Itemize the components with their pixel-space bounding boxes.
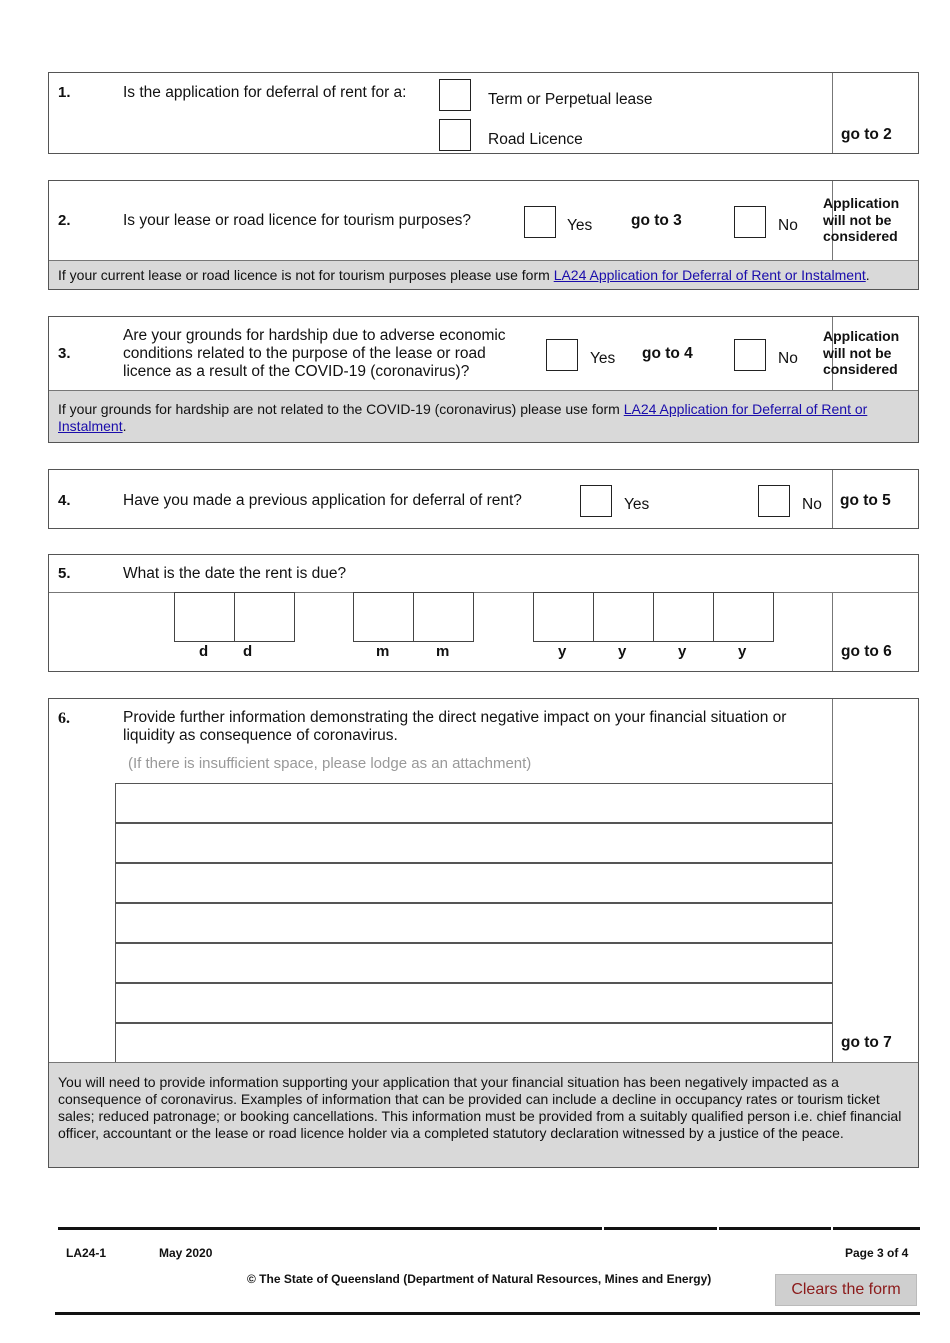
- month-digit-1-input[interactable]: [353, 592, 414, 642]
- text-line[interactable]: [115, 863, 833, 903]
- year-letter: y: [678, 643, 687, 660]
- goto-instruction: go to 3: [631, 212, 682, 229]
- footer-top-rule: [58, 1227, 920, 1230]
- no-label: No: [778, 217, 798, 234]
- la24-form-link[interactable]: LA24 Application for Deferral of Rent or: [623, 401, 868, 417]
- month-digit-2-input[interactable]: [413, 592, 474, 642]
- day-letter: d: [243, 643, 253, 660]
- yes-label: Yes: [624, 496, 650, 513]
- text-line[interactable]: [115, 943, 833, 983]
- covid-no-checkbox[interactable]: [734, 339, 766, 371]
- tourism-info-note: If your current lease or road licence is not for tourism purposes please use form LA24 Application for Deferral of Rent or Instalment.: [49, 260, 918, 289]
- year-letter: y: [618, 643, 627, 660]
- yes-label: Yes: [590, 350, 616, 367]
- month-letter: m: [376, 643, 390, 660]
- term-lease-label: Term or Perpetual lease: [488, 91, 653, 108]
- year-digit-3-input[interactable]: [653, 592, 714, 642]
- year-letter: y: [738, 643, 747, 660]
- question-number: 6.: [58, 710, 70, 727]
- covid-yes-checkbox[interactable]: [546, 339, 578, 371]
- text-line[interactable]: [115, 903, 833, 943]
- question-text: Is the application for deferral of rent for a:: [123, 84, 407, 101]
- goto-instruction: go to 5: [840, 492, 891, 509]
- goto-column-divider: [832, 592, 833, 671]
- footer-rule-gap: [717, 1227, 719, 1230]
- year-digit-4-input[interactable]: [713, 592, 774, 642]
- question-number: 3.: [58, 345, 71, 362]
- question-number: 4.: [58, 492, 71, 509]
- footer-rule-gap: [831, 1227, 833, 1230]
- term-lease-checkbox[interactable]: [439, 79, 471, 111]
- goto-instruction: go to 4: [642, 345, 693, 362]
- footer-bottom-rule: [55, 1312, 920, 1315]
- day-digit-2-input[interactable]: [234, 592, 295, 642]
- text-line[interactable]: [115, 783, 833, 823]
- form-date: May 2020: [159, 1246, 213, 1260]
- question-number: 2.: [58, 212, 71, 229]
- goto-instruction: go to 6: [841, 643, 892, 660]
- page-number: Page 3 of 4: [845, 1246, 909, 1260]
- question-text: Is your lease or road licence for tourism purposes?: [123, 212, 472, 229]
- day-digit-1-input[interactable]: [174, 592, 235, 642]
- la24-form-link[interactable]: LA24 Application for Deferral of Rent or Instalment: [553, 267, 866, 283]
- year-digit-1-input[interactable]: [533, 592, 594, 642]
- text-line[interactable]: [115, 983, 833, 1023]
- clear-form-button[interactable]: Clears the form: [775, 1274, 917, 1306]
- previous-no-checkbox[interactable]: [758, 485, 790, 517]
- covid-info-note: If your grounds for hardship are not related to the COVID-19 (coronavirus) please use form LA24 Application for Deferral of Rent or Instalment.: [49, 390, 918, 442]
- no-label: No: [778, 350, 798, 367]
- not-considered-note: Application will not be considered: [823, 328, 900, 377]
- question-number: 5.: [58, 565, 71, 582]
- goto-column-divider: [832, 470, 833, 528]
- goto-instruction: go to 7: [841, 1034, 892, 1051]
- tourism-yes-checkbox[interactable]: [524, 206, 556, 238]
- question-text: What is the date the rent is due?: [123, 565, 347, 582]
- year-digit-2-input[interactable]: [593, 592, 654, 642]
- la24-form-link-cont[interactable]: Instalment: [58, 418, 123, 434]
- yes-label: Yes: [567, 217, 593, 234]
- form-code: LA24-1: [66, 1246, 107, 1260]
- previous-yes-checkbox[interactable]: [580, 485, 612, 517]
- no-label: No: [802, 496, 822, 513]
- year-letter: y: [558, 643, 567, 660]
- question-number: 1.: [58, 84, 71, 101]
- supporting-info-note: You will need to provide information supporting your application that your financial situation has been negatively impacted as a consequence of coronavirus. Examples of information that can be provided can include a decline in occupancy rates or tourism ticket sales; reduced patronage; or booking cancellations. This information must be provided from a suitably qualified person i.e. chief financial officer, accountant or the lease or road licence holder via a completed statutory declaration witnessed by a justice of the peace.: [49, 1062, 918, 1167]
- road-licence-label: Road Licence: [488, 131, 583, 148]
- month-letter: m: [436, 643, 450, 660]
- question-text: Are your grounds for hardship due to adverse economic conditions related to the purpose of the lease or road licence as a result of the COVID-19 (coronavirus)?: [123, 327, 506, 380]
- text-line[interactable]: [115, 1023, 833, 1063]
- goto-column-divider: [832, 73, 833, 153]
- attachment-hint: (If there is insufficient space, please lodge as an attachment): [128, 755, 532, 772]
- information-text-area[interactable]: [115, 783, 833, 1063]
- not-considered-note: Application will not be considered: [823, 195, 900, 244]
- day-letter: d: [199, 643, 209, 660]
- question-text: Provide further information demonstrating the direct negative impact on your financial situation or liquidity as consequence of coronavirus.: [123, 709, 787, 744]
- copyright: © The State of Queensland (Department of Natural Resources, Mines and Energy): [247, 1272, 712, 1286]
- tourism-no-checkbox[interactable]: [734, 206, 766, 238]
- text-line[interactable]: [115, 823, 833, 863]
- road-licence-checkbox[interactable]: [439, 119, 471, 151]
- footer-rule-gap: [602, 1227, 604, 1230]
- goto-instruction: go to 2: [841, 126, 892, 143]
- question-text: Have you made a previous application for deferral of rent?: [123, 492, 522, 509]
